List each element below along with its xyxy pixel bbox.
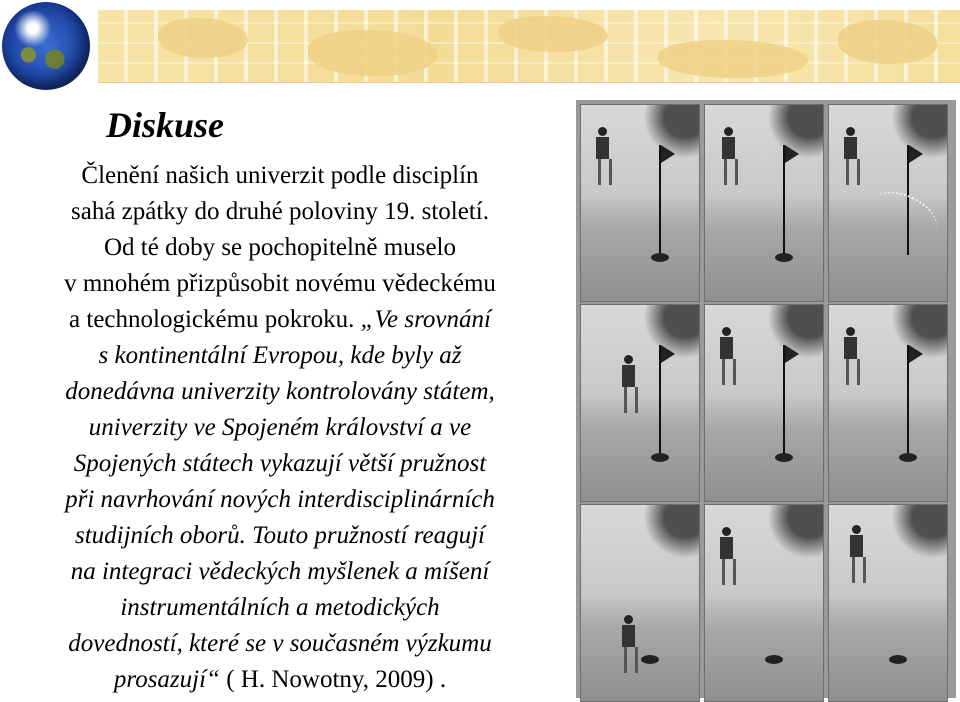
quote-text: Touto pružností reagují [252,522,486,549]
quote-line: univerzity ve Spojeném království a ve [88,414,472,441]
body-line: sahá zpátky do druhé poloviny 19. století. [71,198,489,225]
citation-text: ( H. Nowotny, 2009) . [226,666,447,693]
quote-text: „Ve srovnání [360,306,491,333]
quote-line: s kontinentální Evropou, kde byly až [98,342,462,369]
golf-sequence-photo [576,100,956,698]
quote-line: donedávna univerzity kontrolovány státem, [65,378,495,405]
photo-frame [704,104,824,302]
photo-frame [828,504,948,702]
globe-icon [2,2,90,90]
photo-frame [580,104,700,302]
body-text-plain: a technologickému pokroku. [69,306,361,333]
quote-line: dovedností, které se v současném výzkumu [68,630,492,657]
quote-text: studijních oborů. [74,522,253,549]
body-line: v mnohém přizpůsobit novému vědeckému [64,270,496,297]
body-line [20,518,540,554]
body-line [20,662,540,698]
photo-frame [704,304,824,502]
body-line: Od té doby se pochopitelně muselo [103,234,456,261]
quote-line: Spojených státech vykazují větší pružnost [73,450,487,477]
quote-line: na integraci vědeckých myšlenek a míšení [70,558,490,585]
quote-line: při navrhování nových interdisciplinárních [65,486,495,513]
body-line [20,302,540,338]
quote-line: instrumentálních a metodických [120,594,440,621]
photo-frame [704,504,824,702]
slide-body [20,158,540,698]
photo-frame [580,304,700,502]
world-map-banner [98,10,960,83]
quote-text: prosazují“ [113,666,227,693]
body-line: Členění našich univerzit podle disciplín [81,162,479,189]
photo-frame [580,504,700,702]
slide-title: Diskuse [106,105,225,145]
photo-frame [828,104,948,302]
photo-frame [828,304,948,502]
